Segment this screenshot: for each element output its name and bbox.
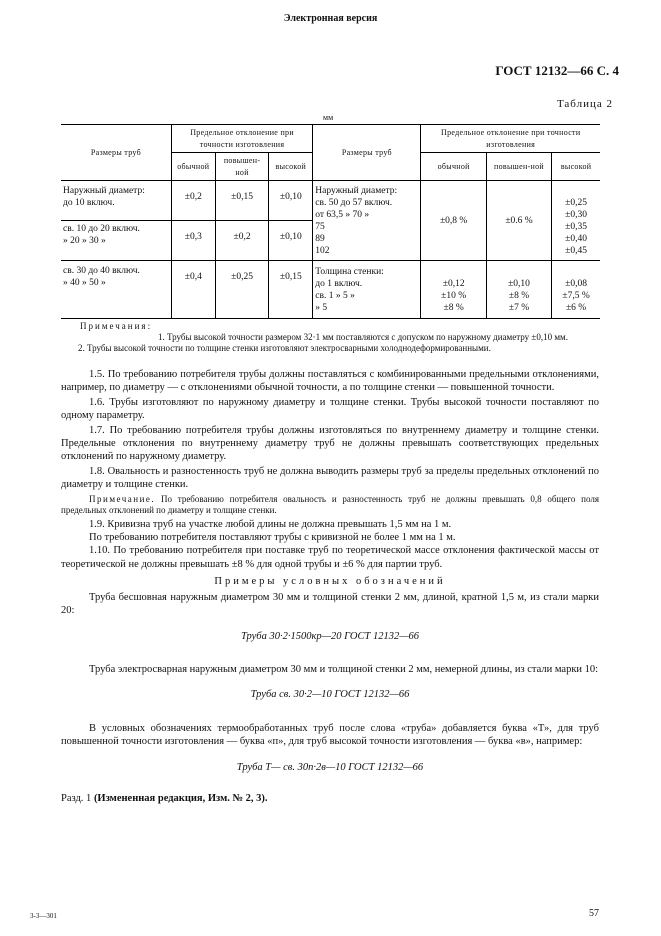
cell-high: ±0,25 ±0,30 ±0,35 ±0,40 ±0,45 [565,198,588,256]
change-prefix: Разд. 1 [61,792,94,804]
example-1-text: Труба бесшовная наружным диаметром 30 мм и толщиной стенки 2 мм, длиной, кратной 1,5 м, из стали марки 20: [61,591,599,617]
paragraph-1-9: 1.9. Кривизна труб на участке любой длины не должна превышать 1,5 мм на 1 м. [89,518,452,530]
main-text [61,368,599,805]
examples-title: Примеры условных обозначений [214,576,446,588]
header-increased-left: повышен-ной [215,153,269,181]
row-label: св. 30 до 40 включ. » 40 » 50 » [61,261,171,319]
header-deviation-right: Предельное отклонение при точности изготовления [421,125,600,153]
example-3-text: В условных обозначениях термообработанных труб после слова «труба» добавляется буква «Т», для труб повышенной точности изготовления — буква «п», для труб высокой точности изготовления — буква «в», например: [61,722,599,748]
note-label: Примечание. [89,493,156,504]
cell-high: ±0,15 [269,261,313,319]
page-number: 57 [589,908,599,919]
cell-normal: ±0,2 [171,181,215,221]
header-size-left: Размеры труб [61,125,171,181]
cell-normal: ±0,3 [171,221,215,261]
cell-high: ±0,10 [269,181,313,221]
header-size-right: Размеры труб [313,125,421,181]
footer-code: 3-3—301 [30,912,57,920]
row-label: Наружный диаметр: до 10 включ. [61,181,171,221]
paragraph-1-10: 1.10. По требованию потребителя при поставке труб по теоретической массе отклонения фактической массы от теоретической не должны превышать ±8 % для одной трубы и ±6 % для партии труб. [61,545,599,570]
gost-page-header: ГОСТ 12132—66 С. 4 [495,63,619,78]
header-high-left: высокой [269,153,313,181]
cell-high: ±0,08 ±7,5 % ±6 % [552,261,600,319]
cell-increased: ±0,15 [215,181,269,221]
notes-title: Примечания: [80,321,153,331]
table-unit: мм [323,113,334,122]
example-2-text: Труба электросварная наружным диаметром 30 мм и толщиной стенки 2 мм, немерной длины, из стали марки 10: [89,663,599,675]
cell-increased: ±0.6 % [486,181,551,261]
paragraph-1-9b: По требованию потребителя поставляют трубы с кривизной не более 1 мм на 1 м. [89,532,456,544]
electronic-version-title: Электронная версия [283,13,378,24]
cell-increased: ±0,10 ±8 % ±7 % [486,261,551,319]
tolerance-table [61,124,600,319]
header-increased-right: повышен-ной [486,153,551,181]
paragraph-1-5: 1.5. По требованию потребителя трубы должны поставляться с комбинированными предельными отклонениями, например, по диаметру — с отклонениями обычной точности, а по толщине стенки — повышенной точности. [61,369,599,394]
cell-normal: ±0,12 ±10 % ±8 % [421,261,486,319]
header-high-right: высокой [552,153,600,181]
cell-high: ±0,10 [269,221,313,261]
row-label: Наружный диаметр: св. 50 до 57 включ. от 63,5 » 70 » 75 89 102 [313,181,421,261]
table-notes [80,321,610,354]
header-normal-right: обычной [421,153,486,181]
note-text: По требованию потребителя овальность и разностенность труб не должны превышать 0,8 общего поля предельных отклонений по диаметру и толщине стенки. [61,493,599,515]
paragraph-1-6: 1.6. Трубы изготовляют по наружному диаметру и толщине стенки. Трубы высокой точности поставляют по одному параметру. [61,396,599,422]
note-1: 1. Трубы высокой точности размером 32·1 мм поставляются с допуском по наружному диаметру ±0,10 мм. [158,332,568,342]
header-deviation-left: Предельное отклонение при точности изготовления [171,125,312,153]
table-label: Таблица 2 [556,98,613,110]
cell-increased: ±0,25 [215,261,269,319]
section-change-note [61,792,599,805]
example-2-formula: Труба св. 30·2—10 ГОСТ 12132—66 [250,689,410,701]
paragraph-1-8-note [61,494,599,516]
paragraph-1-7: 1.7. По требованию потребителя трубы должны изготовляться по внутреннему диаметру и толщине стенки. Предельные отклонения по внутреннему диаметру труб не должны превышать соответствующих предельных отклонений по наружному диаметру. [61,424,599,463]
example-3-formula: Труба Т— св. 30п·2в—10 ГОСТ 12132—66 [236,761,424,773]
change-bold: (Измененная редакция, Изм. № 2, 3). [93,792,268,804]
cell-normal: ±0,8 % [421,181,486,261]
header-normal-left: обычной [171,153,215,181]
row-label: Толщина стенки: до 1 включ. св. 1 » 5 » » 5 [313,261,421,319]
row-label: св. 10 до 20 включ. » 20 » 30 » [61,221,171,261]
cell-normal: ±0,4 [171,261,215,319]
example-1-formula: Труба 30·2·1500кр—20 ГОСТ 12132—66 [240,630,420,642]
cell-increased: ±0,2 [215,221,269,261]
paragraph-1-8: 1.8. Овальность и разностенность труб не должна выводить размеры труб за пределы предельных отклонений по диаметру и толщине стенки. [61,465,599,491]
note-2: 2. Трубы высокой точности по толщине стенки изготовляют электросварными холоднодеформированными. [78,343,491,353]
